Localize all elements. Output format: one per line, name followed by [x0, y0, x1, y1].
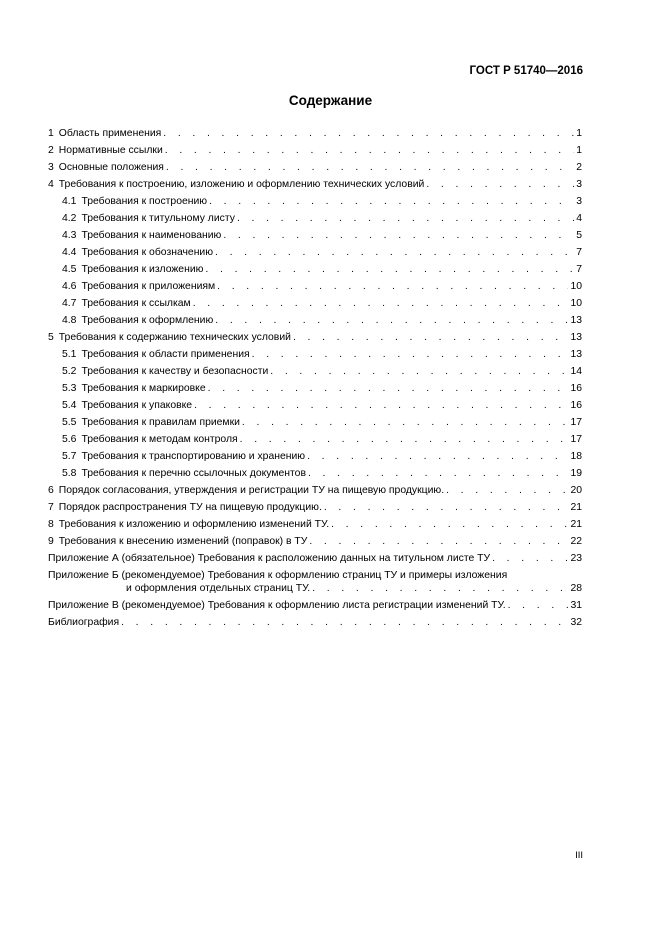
- toc-entry-page: 17: [570, 417, 582, 428]
- dot-leader: [215, 314, 568, 327]
- toc-entry-number: 5.4: [62, 400, 77, 411]
- toc-entry-page: 17: [570, 434, 582, 445]
- toc-entry-page: 21: [570, 502, 582, 513]
- toc-entry-page: 16: [570, 400, 582, 411]
- toc-entry-page: 23: [570, 553, 582, 564]
- toc-entry-number: 4.1: [62, 196, 77, 207]
- toc-entry-label: Нормативные ссылки: [58, 145, 163, 156]
- toc-subentry[interactable]: [48, 297, 582, 310]
- toc-entry-page: 32: [570, 617, 582, 628]
- toc-entry[interactable]: [48, 331, 582, 344]
- dot-leader: [242, 416, 569, 429]
- dot-leader: [205, 263, 574, 276]
- toc-entry-page: 16: [570, 383, 582, 394]
- toc-entry-number: 1: [48, 128, 54, 139]
- toc-entry-page: 13: [570, 349, 582, 360]
- toc-entry-number: 4.8: [62, 315, 77, 326]
- dot-leader: [293, 331, 569, 344]
- toc-entry-label: Требования к транспортированию и хранению: [81, 451, 306, 462]
- toc-entry-number: 4.4: [62, 247, 77, 258]
- toc-entry-label: Требования к ссылкам: [81, 298, 191, 309]
- toc-entry-label: Требования к правилам приемки: [81, 417, 240, 428]
- toc-entry[interactable]: [48, 535, 582, 548]
- toc-subentry[interactable]: [48, 348, 582, 361]
- toc-entry-number: 5: [48, 332, 54, 343]
- dot-leader: [163, 127, 574, 140]
- toc-subentry[interactable]: [48, 195, 582, 208]
- dot-leader: [492, 552, 568, 565]
- toc-subentry[interactable]: [48, 399, 582, 412]
- toc-entry-number: 4.2: [62, 213, 77, 224]
- toc-entry-number: 9: [48, 536, 54, 547]
- toc-subentry[interactable]: [48, 416, 582, 429]
- toc-entry-label: Требования к упаковке: [81, 400, 193, 411]
- toc-entry[interactable]: [48, 552, 582, 565]
- dot-leader: [121, 616, 568, 629]
- toc-entry-number: 3: [48, 162, 54, 173]
- toc-entry-page: 19: [570, 468, 582, 479]
- dot-leader: [240, 433, 569, 446]
- toc-entry[interactable]: [48, 501, 582, 514]
- toc-entry-number: 7: [48, 502, 54, 513]
- dot-leader: [308, 467, 568, 480]
- toc-entry-page: 1: [576, 128, 582, 139]
- dot-leader: [252, 348, 569, 361]
- toc-subentry[interactable]: [48, 229, 582, 242]
- document-id: ГОСТ Р 51740—2016: [469, 65, 583, 77]
- toc-entry-number: 4: [48, 179, 54, 190]
- toc-entry-page: 5: [576, 230, 582, 241]
- toc-entry-number: 2: [48, 145, 54, 156]
- toc-entry-label: Требования к методам контроля: [81, 434, 238, 445]
- toc-entry-number: 6: [48, 485, 54, 496]
- toc-entry-number: 5.6: [62, 434, 77, 445]
- toc-entry-label: Требования к наименованию: [81, 230, 222, 241]
- toc-subentry[interactable]: [48, 365, 582, 378]
- toc-subentry[interactable]: [48, 314, 582, 327]
- toc-entry-label: Требования к внесению изменений (поправок) в ТУ: [58, 536, 308, 547]
- toc-entry-page: 3: [576, 179, 582, 190]
- toc-entry-page: 2: [576, 162, 582, 173]
- toc-entry-label: Требования к области применения: [81, 349, 250, 360]
- toc-entry-page: 13: [570, 332, 582, 343]
- toc-entry-label: Требования к построению, изложению и оформлению технических условий: [58, 179, 425, 190]
- dot-leader: [312, 582, 568, 595]
- toc-entry-label: Требования к обозначению: [81, 247, 214, 258]
- dot-leader: [208, 382, 569, 395]
- dot-leader: [217, 280, 568, 293]
- dot-leader: [270, 365, 568, 378]
- toc-entry-page: 21: [570, 519, 582, 530]
- toc-entry-label: Требования к содержанию технических условий: [58, 332, 291, 343]
- toc-entry-page: 7: [576, 264, 582, 275]
- toc-entry-page: 3: [576, 196, 582, 207]
- toc-entry-label: Порядок согласования, утверждения и регистрации ТУ на пищевую продукцию.: [58, 485, 445, 496]
- table-of-contents: [48, 127, 582, 633]
- toc-entry-page: 4: [576, 213, 582, 224]
- dot-leader: [508, 599, 569, 612]
- toc-entry-number: 5.7: [62, 451, 77, 462]
- toc-entry-number: 4.7: [62, 298, 77, 309]
- toc-entry[interactable]: [48, 518, 582, 531]
- dot-leader: [331, 518, 568, 531]
- dot-leader: [307, 450, 568, 463]
- dot-leader: [165, 144, 574, 157]
- toc-entry-page: 10: [570, 298, 582, 309]
- page-title: Содержание: [288, 93, 373, 108]
- toc-entry-number: 4.6: [62, 281, 77, 292]
- toc-entry-page: 20: [570, 485, 582, 496]
- toc-entry-page: 14: [570, 366, 582, 377]
- toc-subentry[interactable]: [48, 382, 582, 395]
- toc-entry[interactable]: [48, 161, 582, 174]
- toc-entry-label: Порядок распространения ТУ на пищевую продукцию.: [58, 502, 322, 513]
- toc-entry-label: Требования к оформлению: [81, 315, 214, 326]
- toc-entry-label: Требования к перечню ссылочных документов: [81, 468, 306, 479]
- dot-leader: [426, 178, 574, 191]
- toc-entry-page: 22: [570, 536, 582, 547]
- toc-entry[interactable]: [48, 569, 582, 595]
- toc-entry[interactable]: [48, 484, 582, 497]
- toc-entry-label: Основные положения: [58, 162, 164, 173]
- toc-entry-number: 8: [48, 519, 54, 530]
- dot-leader: [209, 195, 574, 208]
- toc-entry-page: 1: [576, 145, 582, 156]
- toc-entry-page: 7: [576, 247, 582, 258]
- toc-entry-page: 28: [570, 583, 582, 594]
- toc-entry[interactable]: [48, 178, 582, 191]
- dot-leader: [237, 212, 574, 225]
- toc-entry-page: 18: [570, 451, 582, 462]
- toc-entry-number: 5.8: [62, 468, 77, 479]
- toc-entry-label: Приложение А (обязательное) Требования к расположению данных на титульном листе ТУ: [48, 553, 491, 564]
- dot-leader: [324, 501, 569, 514]
- toc-entry-number: 5.3: [62, 383, 77, 394]
- toc-subentry[interactable]: [48, 212, 582, 225]
- toc-entry-label: Область применения: [58, 128, 162, 139]
- toc-entry-label: Приложение Б (рекомендуемое) Требования к оформлению страниц ТУ и примеры изложения: [48, 570, 508, 581]
- toc-entry[interactable]: [48, 127, 582, 140]
- toc-subentry[interactable]: [48, 433, 582, 446]
- dot-leader: [223, 229, 574, 242]
- toc-entry-number: 4.3: [62, 230, 77, 241]
- toc-subentry[interactable]: [48, 467, 582, 480]
- dot-leader: [194, 399, 568, 412]
- dot-leader: [446, 484, 568, 497]
- toc-subentry[interactable]: [48, 246, 582, 259]
- toc-entry-number: 5.2: [62, 366, 77, 377]
- toc-subentry[interactable]: [48, 280, 582, 293]
- toc-entry-label: Требования к маркировке: [81, 383, 206, 394]
- dot-leader: [309, 535, 568, 548]
- toc-entry-page: 31: [570, 600, 582, 611]
- toc-subentry[interactable]: [48, 263, 582, 276]
- toc-entry-number: 5.1: [62, 349, 77, 360]
- toc-entry-label: Библиография: [48, 617, 120, 628]
- toc-entry[interactable]: [48, 616, 582, 629]
- toc-entry-page: 10: [570, 281, 582, 292]
- dot-leader: [215, 246, 574, 259]
- toc-entry-label: Требования к титульному листу: [81, 213, 235, 224]
- toc-entry-label-continued: и оформления отдельных страниц ТУ.: [126, 583, 311, 594]
- toc-entry[interactable]: [48, 599, 582, 612]
- toc-entry-page: 13: [570, 315, 582, 326]
- toc-entry-label: Требования к построению: [81, 196, 208, 207]
- toc-entry-label: Требования к приложениям: [81, 281, 216, 292]
- dot-leader: [166, 161, 574, 174]
- toc-entry-number: 5.5: [62, 417, 77, 428]
- toc-entry-label: Требования к качеству и безопасности: [81, 366, 269, 377]
- toc-entry-label: Требования к изложению: [81, 264, 204, 275]
- toc-entry-label: Требования к изложению и оформлению изменений ТУ.: [58, 519, 330, 530]
- toc-entry-label: Приложение В (рекомендуемое) Требования к оформлению листа регистрации изменений ТУ.: [48, 600, 506, 611]
- dot-leader: [193, 297, 569, 310]
- toc-entry[interactable]: [48, 144, 582, 157]
- toc-subentry[interactable]: [48, 450, 582, 463]
- toc-entry-number: 4.5: [62, 264, 77, 275]
- page-number: III: [575, 850, 583, 861]
